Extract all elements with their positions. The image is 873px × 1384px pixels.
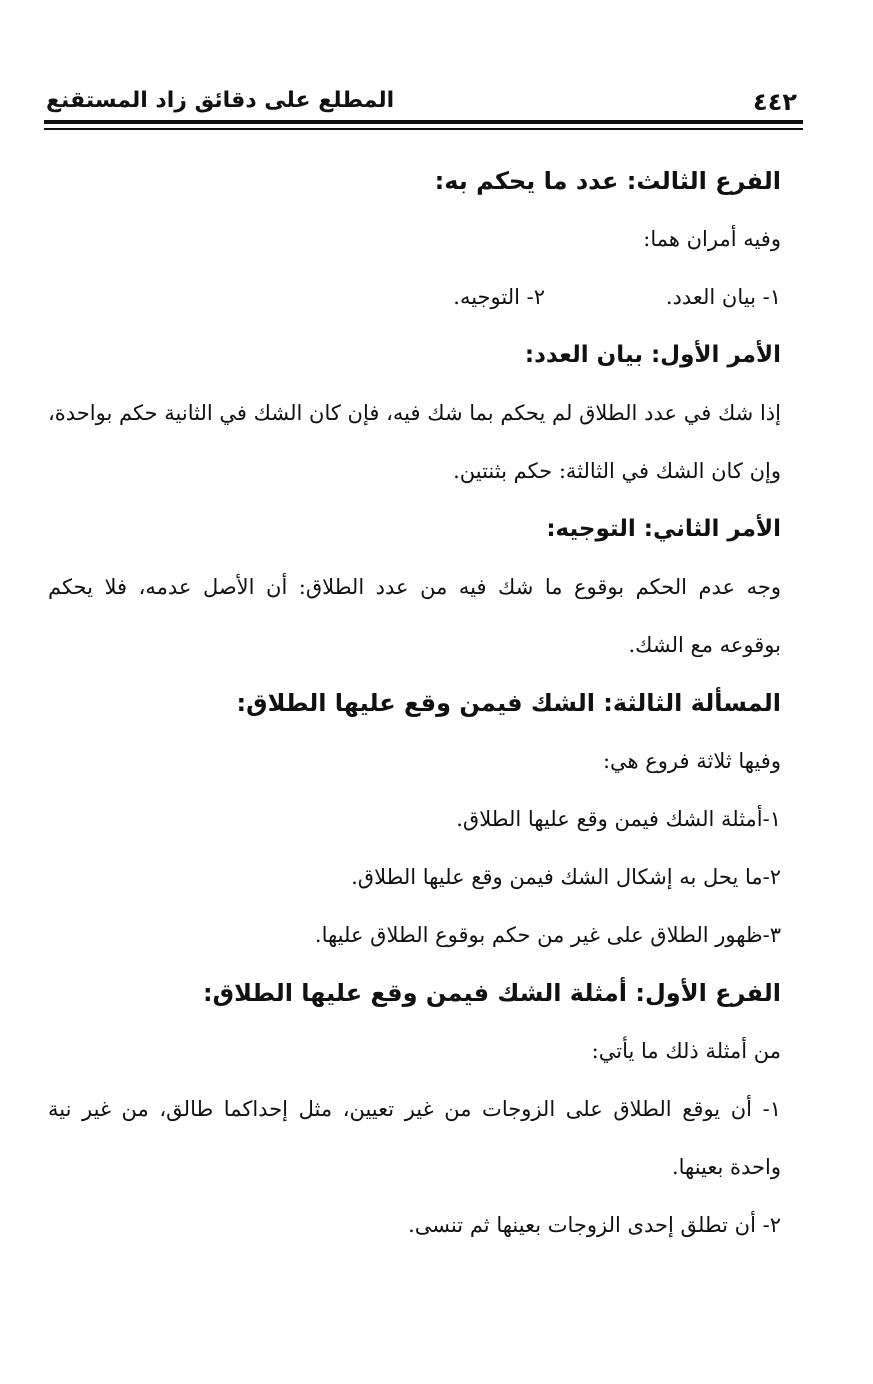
header-rule-thin [44, 128, 803, 130]
matter2-paragraph: وجه عدم الحكم بوقوع ما شك فيه من عدد الطلاق: أن الأصل عدمه، فلا يحكم بوقوعه مع الشك. [48, 575, 781, 657]
branch3-item-2: ٢- التوجيه. [453, 285, 545, 309]
branch1-example-2: ٢- أن تطلق إحدى الزوجات بعينها ثم تنسى. [408, 1213, 781, 1237]
branch3-item-1: ١- بيان العدد. [665, 285, 781, 309]
header-rule-thick [44, 120, 803, 124]
branch3-intro: وفيه أمران هما: [643, 227, 781, 251]
branch3-list [48, 268, 781, 326]
running-title: المطلع على دقائق زاد المستقنع [46, 88, 395, 113]
issue3-item-3: ٣-ظهور الطلاق على غير من حكم بوقوع الطلاق عليها. [314, 923, 781, 947]
branch1-intro: من أمثلة ذلك ما يأتي: [591, 1039, 781, 1063]
page-number: ٤٤٢ [753, 88, 797, 116]
branch3-heading: الفرع الثالث: عدد ما يحكم به: [434, 167, 781, 195]
page-body [48, 152, 781, 1254]
matter1-heading: الأمر الأول: بيان العدد: [524, 342, 781, 368]
issue3-item-1: ١-أمثلة الشك فيمن وقع عليها الطلاق. [456, 807, 781, 831]
issue3-heading: المسألة الثالثة: الشك فيمن وقع عليها الطلاق: [236, 689, 781, 717]
issue3-intro: وفيها ثلاثة فروع هي: [602, 749, 781, 773]
matter1-paragraph: إذا شك في عدد الطلاق لم يحكم بما شك فيه، فإن كان الشك في الثانية حكم بواحدة، وإن كان الشك في الثالثة: حكم بثنتين. [48, 401, 781, 483]
page-header [44, 82, 803, 122]
matter2-heading: الأمر الثاني: التوجيه: [546, 516, 781, 542]
branch1-example-1: ١- أن يوقع الطلاق على الزوجات من غير تعيين، مثل إحداكما طالق، من غير نية واحدة بعينها. [48, 1097, 781, 1179]
branch1-heading: الفرع الأول: أمثلة الشك فيمن وقع عليها الطلاق: [203, 979, 781, 1007]
issue3-item-2: ٢-ما يحل به إشكال الشك فيمن وقع عليها الطلاق. [351, 865, 781, 889]
